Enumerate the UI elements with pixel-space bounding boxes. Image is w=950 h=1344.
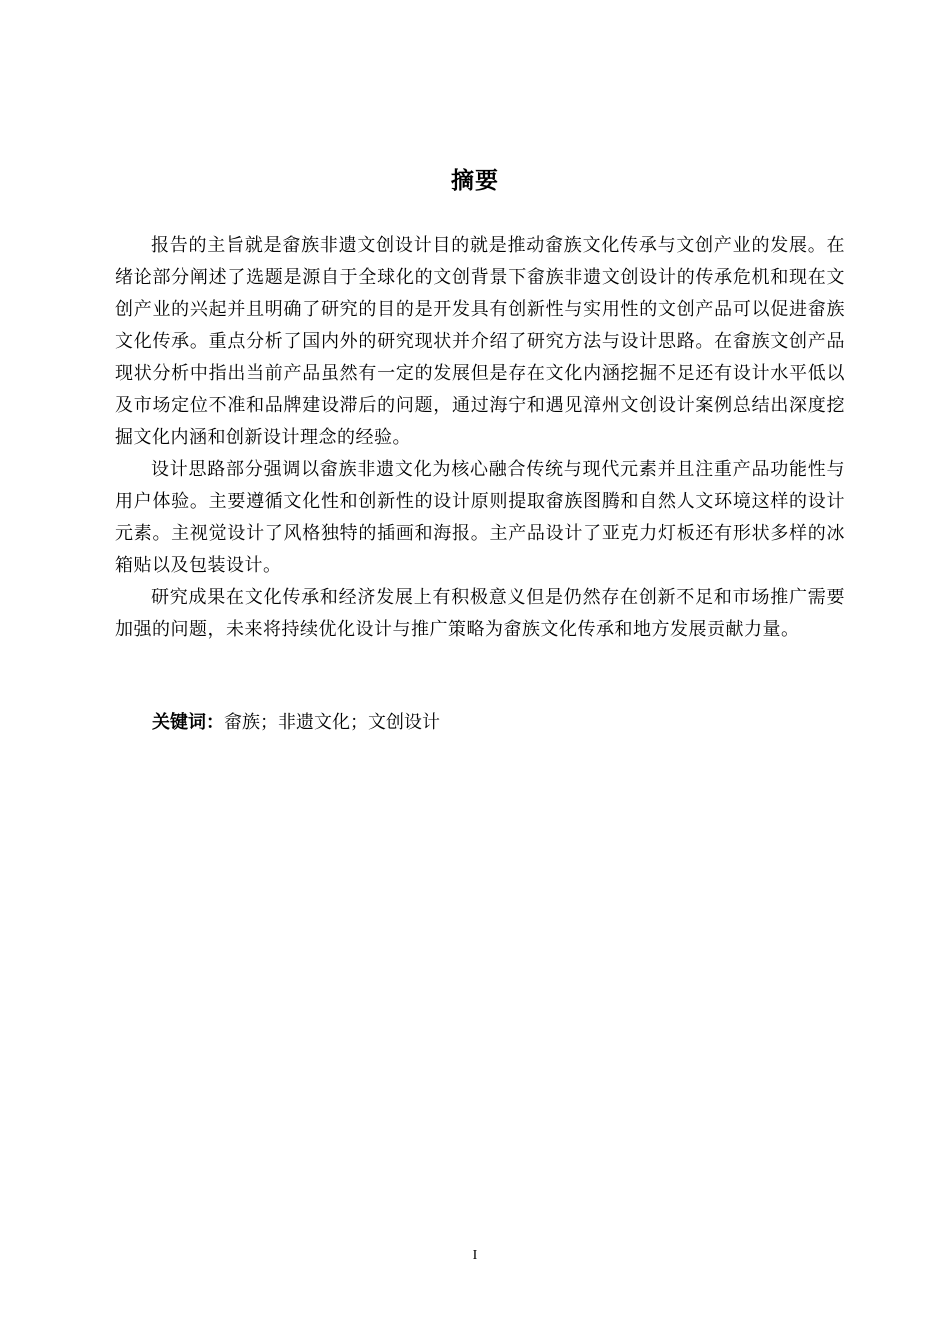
abstract-paragraph: 设计思路部分强调以畲族非遗文化为核心融合传统与现代元素并且注重产品功能性与用户体验。主要遵循文化性和创新性的设计原则提取畲族图腾和自然人文环境这样的设计元素。主视觉设计了风格独特的插画和海报。主产品设计了亚克力灯板还有形状多样的冰箱贴以及包装设计。 [115, 459, 845, 576]
page-number: I [472, 1248, 478, 1263]
abstract-paragraph: 研究成果在文化传承和经济发展上有积极意义但是仍然存在创新不足和市场推广需要加强的问题，未来将持续优化设计与推广策略为畲族文化传承和地方发展贡献力量。 [115, 587, 845, 640]
abstract-paragraph: 报告的主旨就是畲族非遗文创设计目的就是推动畲族文化传承与文创产业的发展。在绪论部分阐述了选题是源自于全球化的文创背景下畲族非遗文创设计的传承危机和现在文创产业的兴起并且明确了研究的目的是开发具有创新性与实用性的文创产品可以促进畲族文化传承。重点分析了国内外的研究现状并介绍了研究方法与设计思路。在畲族文创产品现状分析中指出当前产品虽然有一定的发展但是存在文化内涵挖掘不足还有设计水平低以及市场定位不准和品牌建设滞后的问题，通过海宁和遇见漳州文创设计案例总结出深度挖掘文化内涵和创新设计理念的经验。 [115, 235, 845, 448]
abstract-body [115, 230, 845, 646]
abstract-title: 摘要 [451, 168, 499, 194]
keywords-label: 关键词： [152, 712, 224, 733]
keywords-value: 畲族；非遗文化；文创设计 [224, 712, 440, 733]
keywords-line [152, 707, 440, 739]
